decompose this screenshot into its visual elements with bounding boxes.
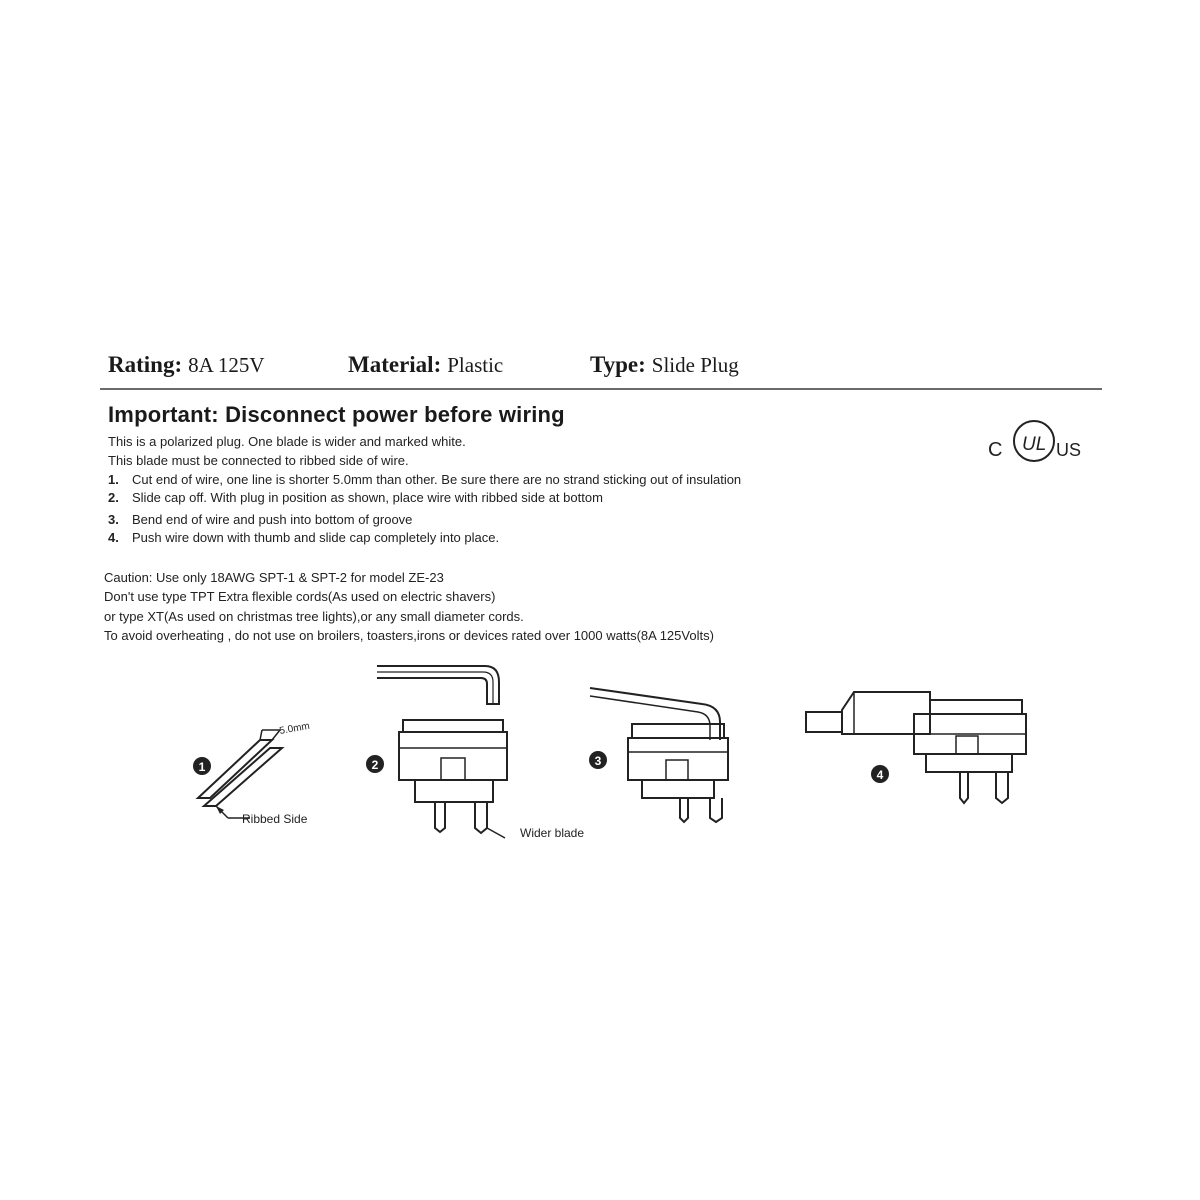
step-3-plug-diagram (580, 680, 755, 830)
caution-line-1: Caution: Use only 18AWG SPT-1 & SPT-2 for model ZE-23 (104, 570, 444, 585)
wider-blade-label: Wider blade (520, 826, 585, 840)
caution-line-2: Don't use type TPT Extra flexible cords(As used on electric shavers) (104, 589, 496, 604)
plug-notch (666, 760, 688, 780)
narrow-blade (680, 798, 688, 822)
caution-line-4: To avoid overheating , do not use on broilers, toasters,irons or devices rated over 1000 watts(8A 125Volts) (104, 628, 714, 643)
step-4 (108, 529, 499, 546)
plug-top-groove (930, 700, 1022, 714)
cert-ul: UL (1022, 434, 1047, 455)
step-1-number: 1. (108, 472, 119, 487)
rating-value: 8A 125V (188, 353, 265, 377)
narrow-blade (960, 772, 968, 803)
ul-certification-mark (986, 416, 1096, 470)
page-heading: Important: Disconnect power before wiring (108, 402, 565, 427)
step-4-plug-diagram (800, 686, 1035, 826)
step-2 (108, 489, 603, 506)
plug-base (415, 780, 493, 802)
step-2-plug-diagram (355, 660, 530, 850)
divider (100, 388, 1102, 390)
wire (590, 688, 720, 740)
rating-label: Rating: (108, 352, 183, 377)
cert-us: US (1056, 440, 1082, 460)
step-4-badge-number: 4 (876, 768, 884, 782)
material-label: Material: (348, 352, 442, 377)
step-2-badge-number: 2 (371, 758, 379, 772)
plug-base (926, 754, 1012, 772)
ribbed-side-label: Ribbed Side (242, 812, 308, 826)
plug-notch (441, 758, 465, 780)
step-3 (108, 511, 412, 528)
step-4-number: 4. (108, 530, 119, 545)
material-value: Plastic (447, 353, 504, 377)
step-3-number: 3. (108, 512, 119, 527)
type-label: Type: (590, 352, 646, 377)
step-2-text: Slide cap off. With plug in position as shown, place wire with ribbed side at bottom (132, 490, 603, 505)
cert-c: C (988, 439, 1003, 461)
type-spec (590, 352, 739, 378)
wide-blade (710, 798, 722, 822)
wide-blade (996, 772, 1008, 803)
cord-stub (806, 712, 842, 732)
type-value: Slide Plug (651, 353, 739, 377)
plug-base (642, 780, 714, 798)
spec-row (108, 352, 1108, 386)
dimension-label: 5.0mm (278, 720, 311, 737)
intro-line-2: This blade must be connected to ribbed side of wire. (108, 453, 409, 468)
step-4-text: Push wire down with thumb and slide cap completely into place. (132, 530, 500, 545)
narrow-blade (435, 802, 445, 832)
step-2-number: 2. (108, 490, 119, 505)
step-1 (108, 471, 741, 488)
intro-line-1: This is a polarized plug. One blade is wider and marked white. (108, 434, 466, 449)
step-1-badge-number: 1 (198, 760, 206, 774)
wide-blade (475, 802, 487, 833)
caution-line-3: or type XT(As used on christmas tree lights),or any small diameter cords. (104, 609, 524, 624)
step-3-badge-number: 3 (594, 754, 602, 768)
rating-spec (108, 352, 265, 378)
plug-top-groove (403, 720, 503, 732)
step-1-text: Cut end of wire, one line is shorter 5.0mm than other. Be sure there are no strand sticking out of insulation (132, 472, 742, 487)
step-3-text: Bend end of wire and push into bottom of groove (132, 512, 413, 527)
plug-notch (956, 736, 978, 754)
material-spec (348, 352, 503, 378)
